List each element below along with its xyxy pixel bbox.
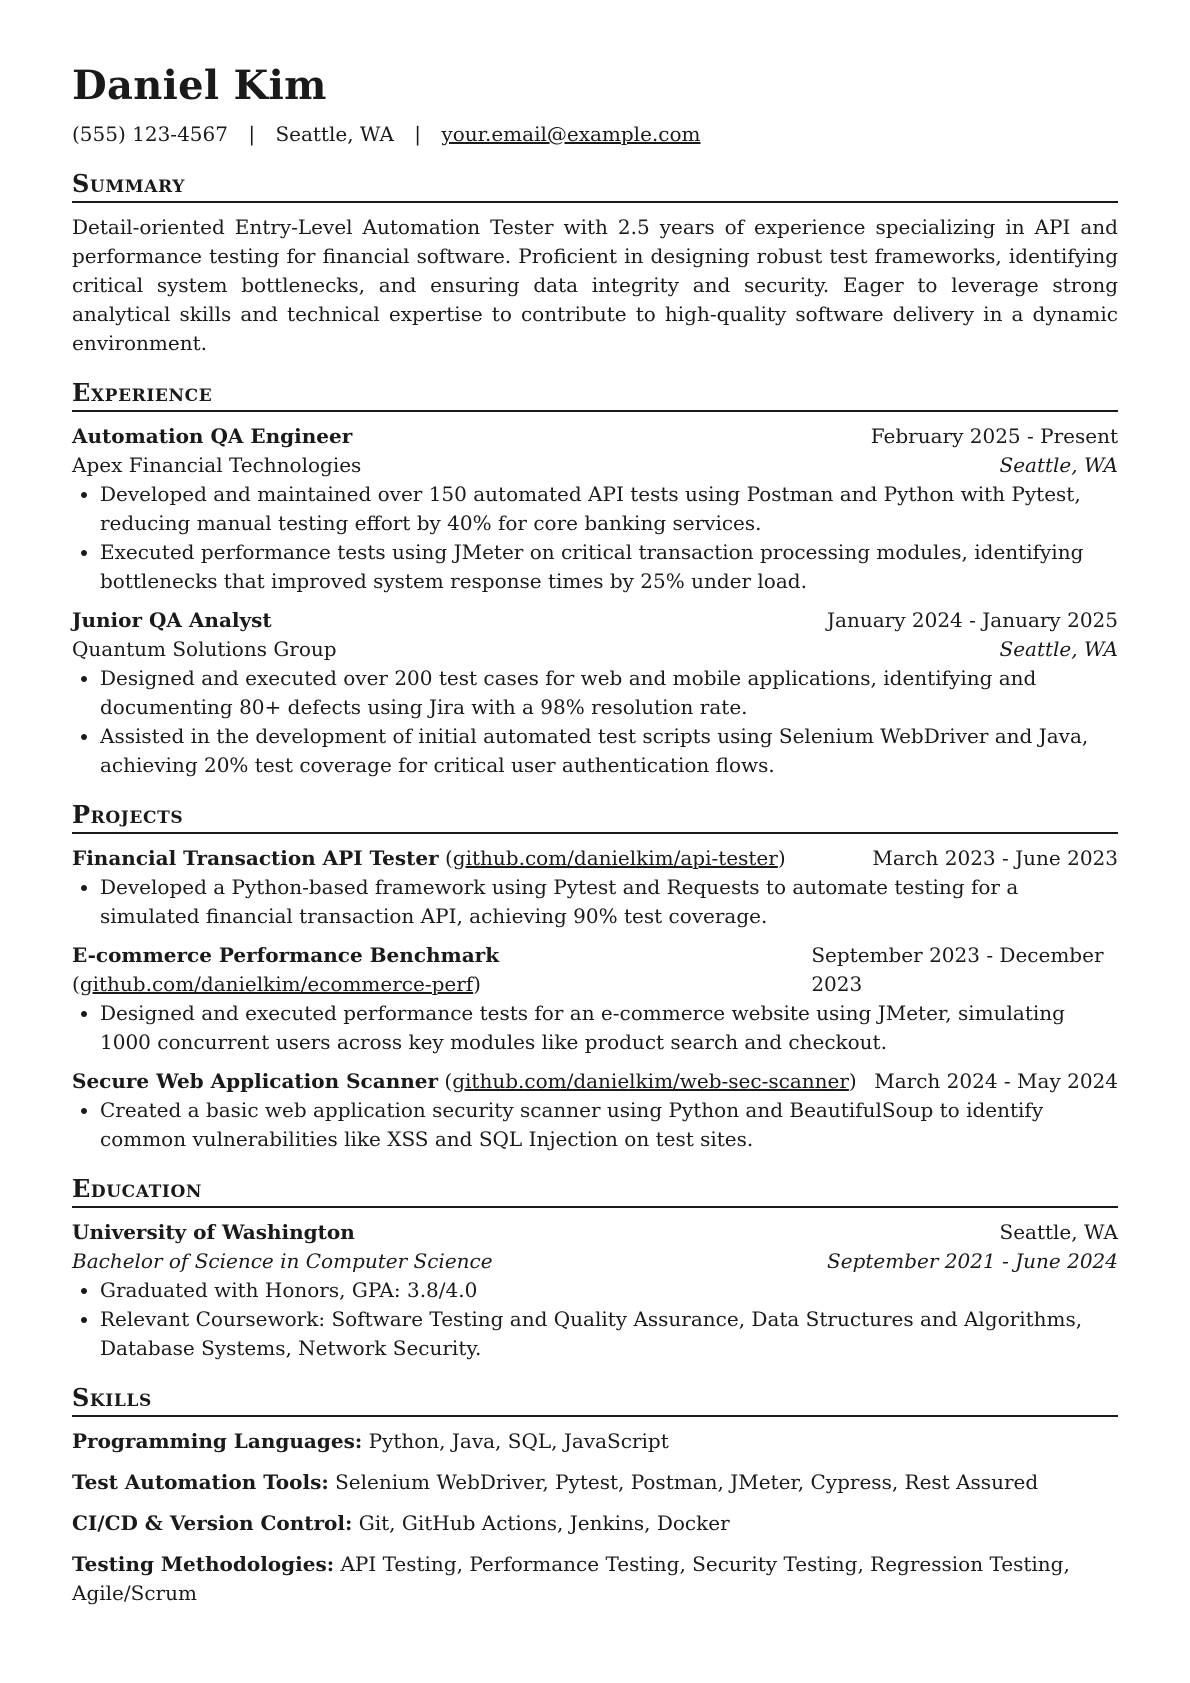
section-title-education: Education bbox=[72, 1174, 1118, 1208]
school-name: University of Washington bbox=[72, 1220, 355, 1244]
job-title: Automation QA Engineer bbox=[72, 424, 353, 448]
job-title: Junior QA Analyst bbox=[72, 608, 272, 632]
bullet-item: • Executed performance tests using JMeter on critical transaction processing modules, identifying bottlenecks that improved system response times by 25% under load. bbox=[100, 538, 1118, 596]
job-dates: January 2024 - January 2025 bbox=[827, 608, 1118, 632]
job-dates: February 2025 - Present bbox=[870, 424, 1118, 448]
skill-value: Selenium WebDriver, Pytest, Postman, JMeter, Cypress, Rest Assured bbox=[335, 1470, 1039, 1494]
job-location: Seattle, WA bbox=[999, 453, 1118, 477]
project-name: Secure Web Application Scanner bbox=[72, 1069, 439, 1093]
bullet-list bbox=[72, 1096, 1118, 1154]
location: Seattle, WA bbox=[275, 122, 394, 146]
skill-value: Python, Java, SQL, JavaScript bbox=[368, 1429, 669, 1453]
job-location: Seattle, WA bbox=[999, 637, 1118, 661]
section-title-experience: Experience bbox=[72, 378, 1118, 412]
bullet-item: • Assisted in the development of initial automated test scripts using Selenium WebDriver and Java, achieving 20% test coverage for critical user authentication flows. bbox=[100, 722, 1118, 780]
bullet-list bbox=[72, 480, 1118, 596]
skill-label: Test Automation Tools: bbox=[72, 1470, 329, 1494]
bullet-list bbox=[72, 664, 1118, 780]
resume-header bbox=[72, 58, 1118, 149]
bullet-item: • Graduated with Honors, GPA: 3.8/4.0 bbox=[100, 1276, 1118, 1305]
company-name: Quantum Solutions Group bbox=[72, 637, 337, 661]
project-dates: March 2024 - May 2024 bbox=[874, 1069, 1118, 1093]
bullet-item: • Developed a Python-based framework using Pytest and Requests to automate testing for a simulated financial transaction API, achieving 90% test coverage. bbox=[100, 873, 1118, 931]
skill-label: CI/CD & Version Control: bbox=[72, 1511, 353, 1535]
experience-entry bbox=[72, 422, 1118, 596]
education-dates: September 2021 - June 2024 bbox=[827, 1249, 1118, 1273]
bullet-item: • Developed and maintained over 150 automated API tests using Postman and Python with Pytest, reducing manual testing effort by 40% for core banking services. bbox=[100, 480, 1118, 538]
section-title-skills: Skills bbox=[72, 1383, 1118, 1417]
project-entry: E-commerce Performance Benchmark (github.com/danielkim/ecommerce-perf) September 2023 - December 2023 • Designed and executed performance tests for an e-commerce website using JMeter, simulating 1000 concurrent users across key modules like product search and checkout. bbox=[72, 941, 1118, 1057]
school-location: Seattle, WA bbox=[999, 1220, 1118, 1244]
company-name: Apex Financial Technologies bbox=[72, 453, 362, 477]
bullet-list bbox=[72, 999, 1118, 1057]
bullet-list bbox=[72, 873, 1118, 931]
project-link[interactable]: github.com/danielkim/api-tester bbox=[452, 846, 778, 870]
bullet-item: • Relevant Coursework: Software Testing and Quality Assurance, Data Structures and Algorithms, Database Systems, Network Security. bbox=[100, 1305, 1118, 1363]
project-link[interactable]: github.com/danielkim/web-sec-scanner bbox=[452, 1069, 849, 1093]
skill-label: Programming Languages: bbox=[72, 1429, 363, 1453]
education-entry bbox=[72, 1218, 1118, 1363]
project-entry: Financial Transaction API Tester (github.com/danielkim/api-tester) March 2023 - June 2023 • Developed a Python-based framework using Pytest and Requests to automate testing for a simulated financial transaction API, achieving 90% test coverage. bbox=[72, 844, 1118, 931]
skill-value: API Testing, Performance Testing, Security Testing, Regression Testing, Agile/Scrum bbox=[72, 1552, 1070, 1605]
project-link[interactable]: github.com/danielkim/ecommerce-perf bbox=[79, 972, 474, 996]
project-name: Financial Transaction API Tester bbox=[72, 846, 439, 870]
project-entry: Secure Web Application Scanner (github.com/danielkim/web-sec-scanner) March 2024 - May 2024 • Created a basic web application security scanner using Python and BeautifulSoup to identify common vulnerabilities like XSS and SQL Injection on test sites. bbox=[72, 1067, 1118, 1154]
degree: Bachelor of Science in Computer Science bbox=[72, 1249, 493, 1273]
bullet-item: • Created a basic web application security scanner using Python and BeautifulSoup to identify common vulnerabilities like XSS and SQL Injection on test sites. bbox=[100, 1096, 1118, 1154]
bullet-item: • Designed and executed over 200 test cases for web and mobile applications, identifying and documenting 80+ defects using Jira with a 98% resolution rate. bbox=[100, 664, 1118, 722]
contact-separator: | bbox=[248, 122, 256, 146]
email-link[interactable]: your.email@example.com bbox=[441, 122, 701, 146]
project-name: E-commerce Performance Benchmark bbox=[72, 943, 500, 967]
phone-number: (555) 123-4567 bbox=[72, 122, 228, 146]
skill-row bbox=[72, 1509, 1118, 1538]
project-dates: September 2023 - December 2023 bbox=[811, 943, 1104, 996]
skill-row bbox=[72, 1468, 1118, 1497]
project-dates: March 2023 - June 2023 bbox=[872, 846, 1118, 870]
section-title-summary: Summary bbox=[72, 169, 1118, 203]
skill-row bbox=[72, 1427, 1118, 1456]
skill-row bbox=[72, 1550, 1118, 1608]
candidate-name: Daniel Kim bbox=[72, 62, 327, 109]
contact-separator: | bbox=[414, 122, 422, 146]
summary-text: Detail-oriented Entry-Level Automation Tester with 2.5 years of experience specializing in API and performance testing for financial software. Proficient in designing robust test frameworks, identifying critical system bottlenecks, and ensuring data integrity and security. Eager to leverage strong analytical skills and technical expertise to contribute to high-quality software delivery in a dynamic environment. bbox=[72, 215, 1118, 355]
section-title-projects: Projects bbox=[72, 800, 1118, 834]
contact-line bbox=[72, 120, 1118, 149]
bullet-item: • Designed and executed performance tests for an e-commerce website using JMeter, simulating 1000 concurrent users across key modules like product search and checkout. bbox=[100, 999, 1118, 1057]
skill-value: Git, GitHub Actions, Jenkins, Docker bbox=[358, 1511, 730, 1535]
skill-label: Testing Methodologies: bbox=[72, 1552, 335, 1576]
experience-entry bbox=[72, 606, 1118, 780]
bullet-list bbox=[72, 1276, 1118, 1363]
